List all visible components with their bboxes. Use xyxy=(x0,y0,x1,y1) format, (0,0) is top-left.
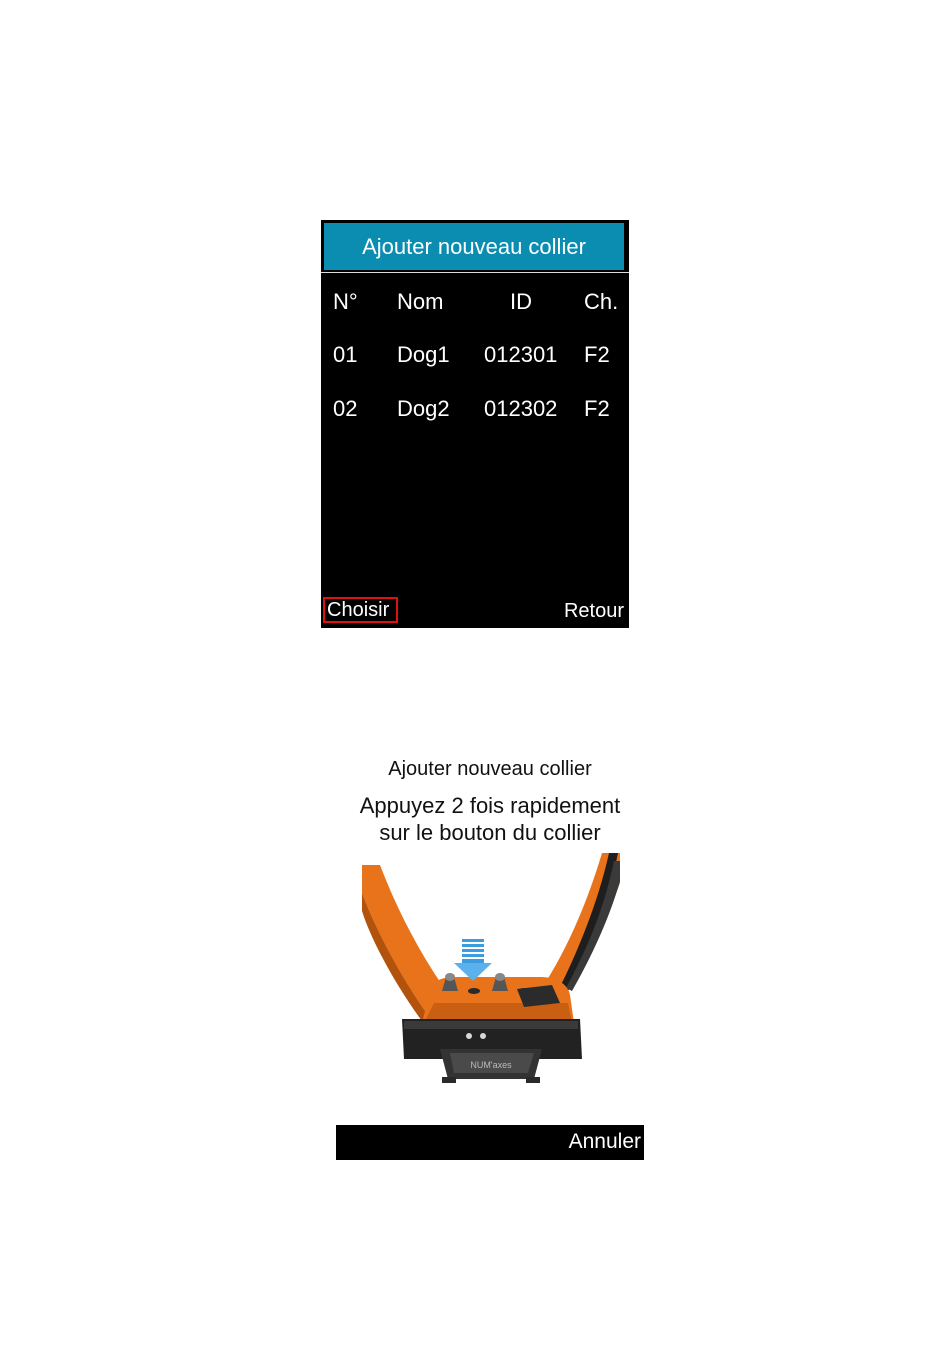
pairing-instruction xyxy=(320,792,660,846)
svg-text:NUM'axes: NUM'axes xyxy=(470,1060,512,1070)
softkey-bar xyxy=(336,1125,644,1160)
row-id: 012301 xyxy=(484,342,558,367)
back-button[interactable]: Retour xyxy=(563,600,624,622)
row-number: 02 xyxy=(333,396,358,421)
screen-title: Ajouter nouveau collier xyxy=(324,223,624,270)
row-name: Dog2 xyxy=(397,396,450,421)
press-down-arrow-icon xyxy=(454,939,492,981)
choose-button[interactable]: Choisir xyxy=(323,597,398,623)
row-id: 012302 xyxy=(484,396,558,421)
column-header-ch: Ch. xyxy=(584,289,619,314)
dog-collar-illustration xyxy=(362,853,620,1085)
row-channel: F2 xyxy=(584,342,610,367)
column-header-no: N° xyxy=(333,289,358,314)
row-number: 01 xyxy=(333,342,358,367)
column-header-nom: Nom xyxy=(397,289,444,314)
row-name: Dog1 xyxy=(397,342,450,367)
title-divider xyxy=(321,272,629,273)
cancel-button[interactable]: Annuler xyxy=(568,1130,641,1153)
instruction-line-2: sur le bouton du collier xyxy=(379,820,601,845)
collar-list-screen xyxy=(321,220,629,628)
row-channel: F2 xyxy=(584,396,610,421)
pairing-title: Ajouter nouveau collier xyxy=(388,758,592,780)
column-header-id: ID xyxy=(510,289,532,314)
instruction-line-1: Appuyez 2 fois rapidement xyxy=(359,793,621,818)
